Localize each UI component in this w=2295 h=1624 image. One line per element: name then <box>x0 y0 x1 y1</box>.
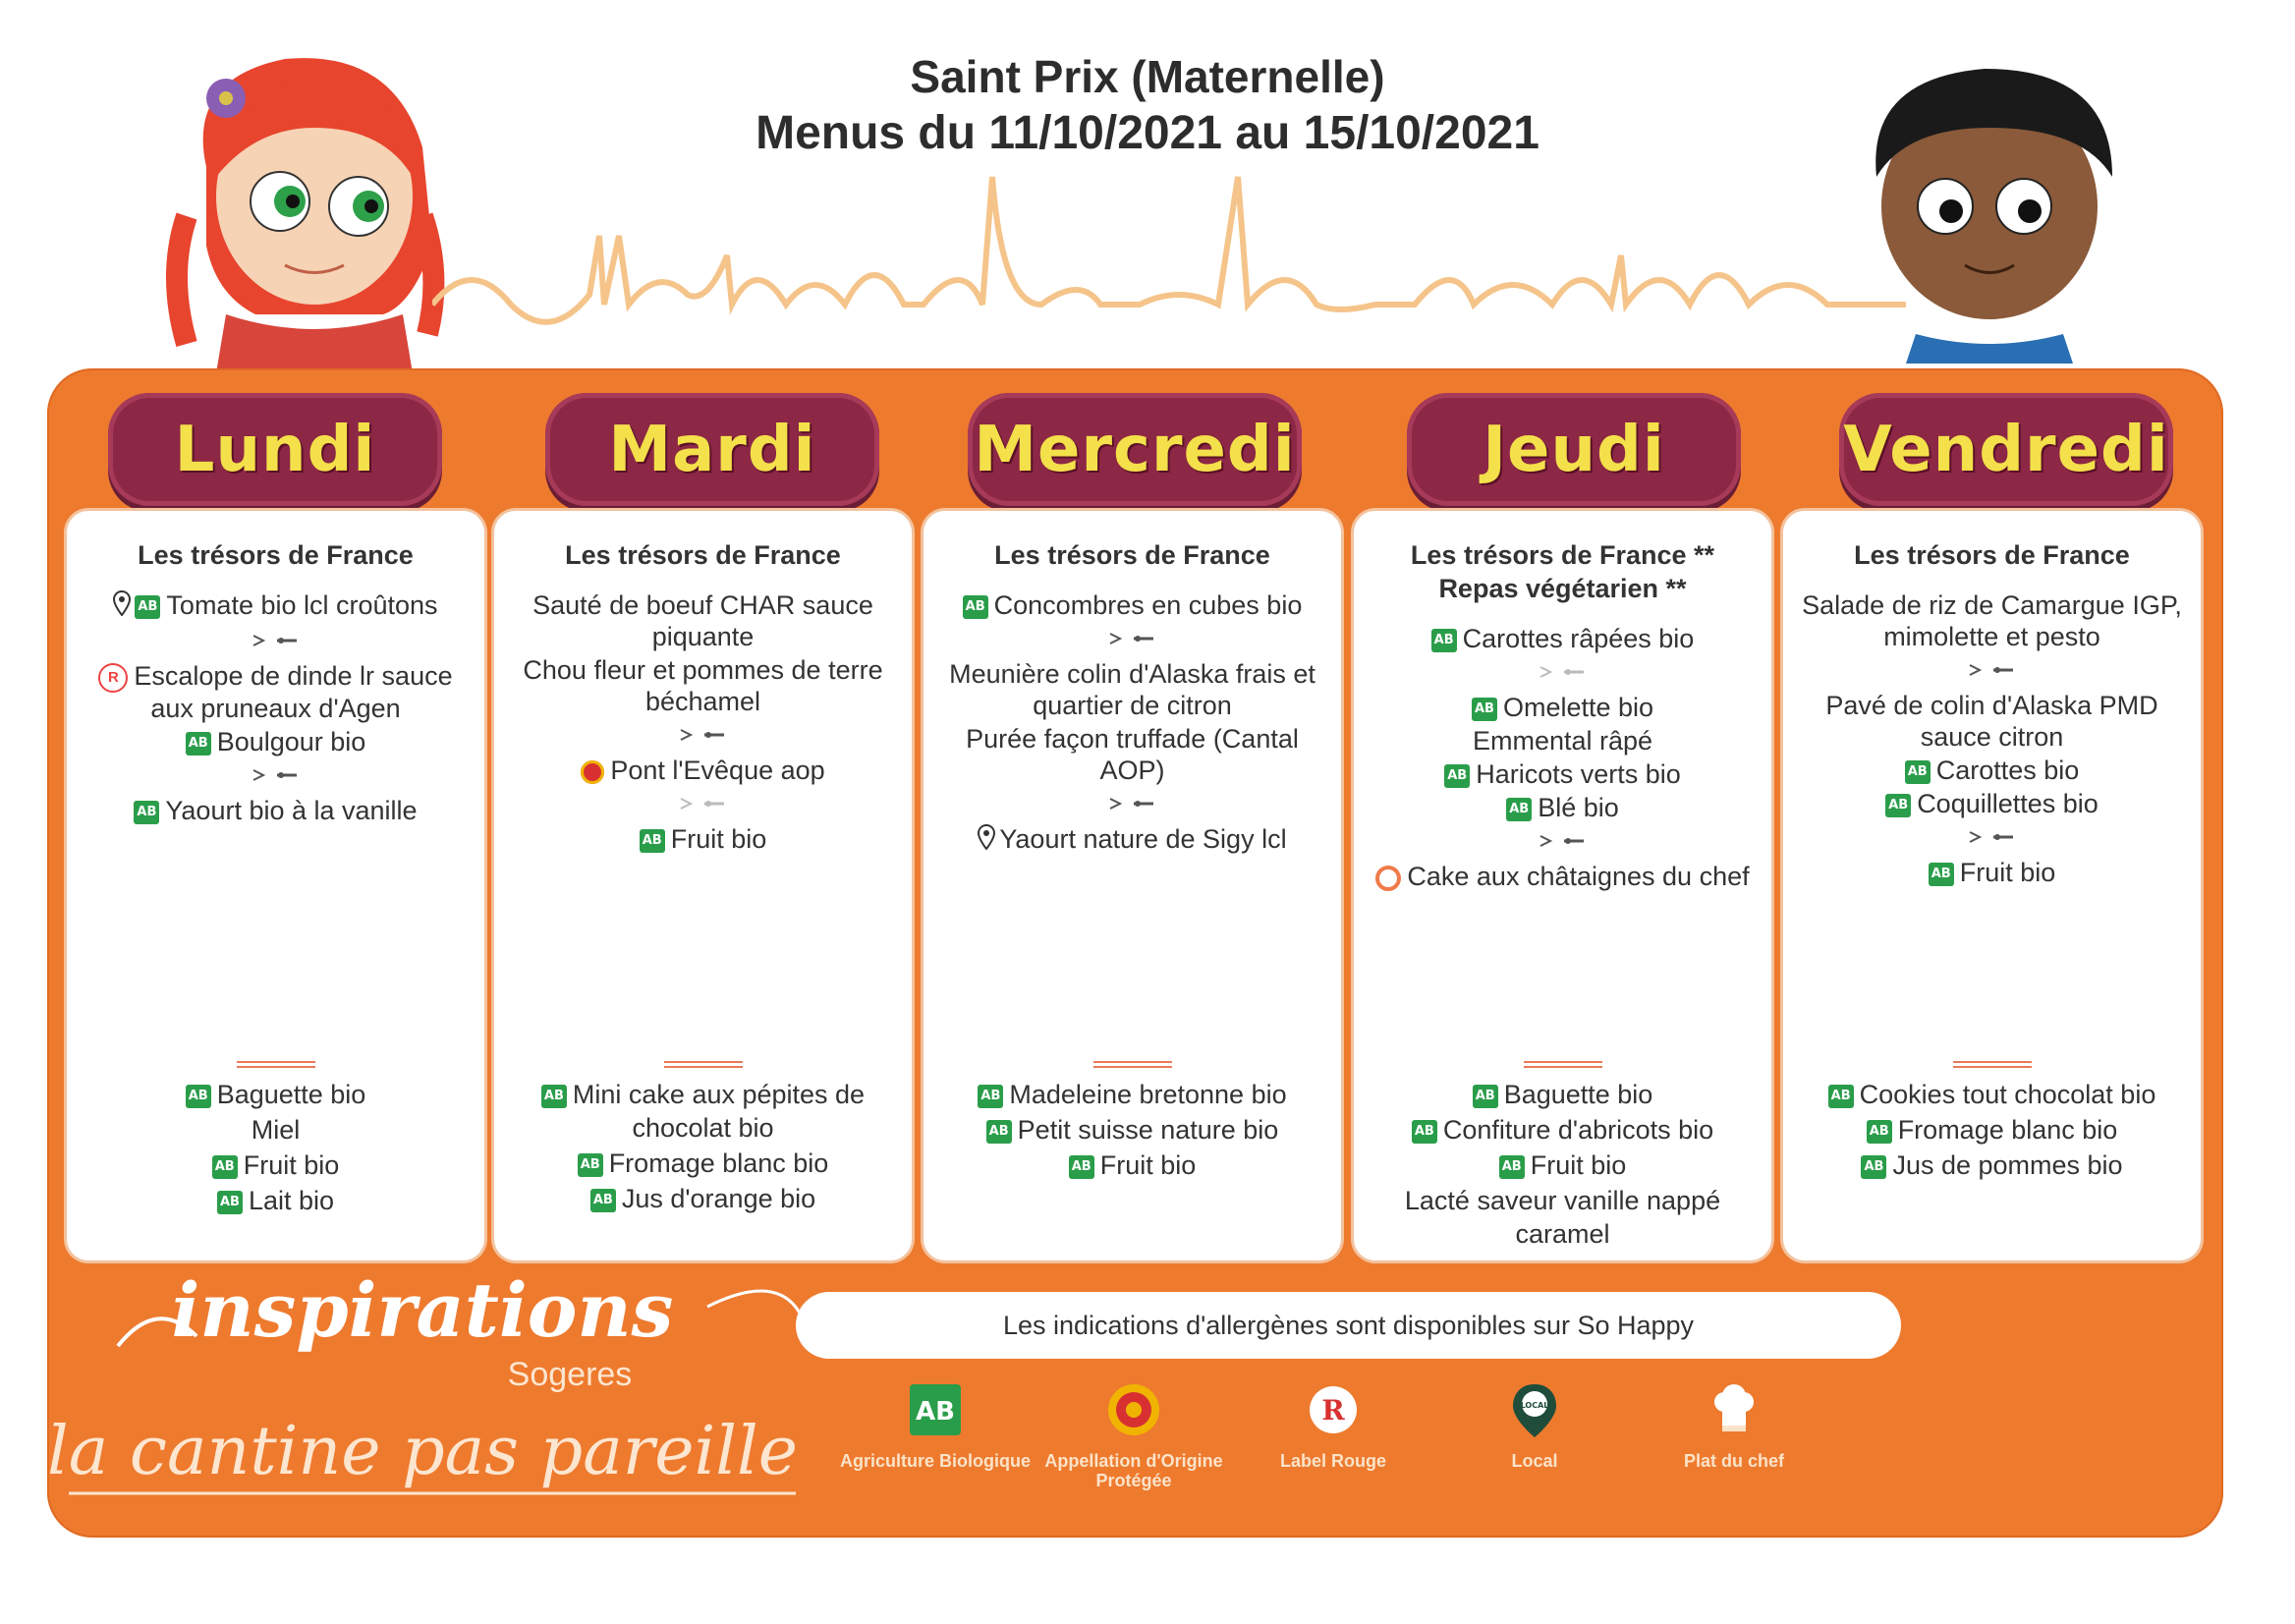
menu-item <box>1370 1113 1756 1147</box>
course-separator <box>924 788 1341 821</box>
snack-menu <box>494 1061 912 1217</box>
ab-bio-icon: AB <box>541 1085 567 1108</box>
script-menu-title <box>432 157 1906 364</box>
day-name: Mardi <box>608 413 816 486</box>
menu-item <box>510 654 896 717</box>
svg-text:AB: AB <box>916 1397 955 1427</box>
menu-item <box>939 1113 1325 1147</box>
menu-item-text: Fruit bio <box>1099 1150 1197 1180</box>
ab-bio-icon: AB <box>963 595 988 619</box>
menu-item-text: Fromage blanc bio <box>608 1148 829 1178</box>
menu-item-text: Cookies tout chocolat bio <box>1859 1080 2156 1109</box>
menu-item-text: Cake aux châtaignes du chef <box>1407 862 1750 891</box>
menu-item <box>1370 861 1756 892</box>
menu-item <box>83 1078 469 1111</box>
svg-text:la cantine pas pareille: la cantine pas pareille <box>47 1413 798 1490</box>
menu-item <box>83 1184 469 1217</box>
menu-period: Menus du 11/10/2021 au 15/10/2021 <box>756 107 1539 159</box>
lunch-menu <box>1783 538 2201 890</box>
menu-item-text: Jus d'orange bio <box>621 1184 816 1213</box>
inspirations-logo <box>98 1267 806 1405</box>
day-name: Vendredi <box>1843 413 2169 486</box>
menu-item <box>83 726 469 757</box>
menu-item-text: Carottes bio <box>1935 756 2080 785</box>
menu-item-text: Concombres en cubes bio <box>993 590 1303 620</box>
menu-item <box>1799 755 2185 786</box>
cantine-tagline <box>39 1395 825 1523</box>
menu-item <box>1370 1078 1756 1111</box>
menu-item-text: Fromage blanc bio <box>1897 1115 2118 1145</box>
menu-item <box>1370 725 1756 756</box>
allergen-note: Les indications d'allergènes sont disponibles sur So Happy <box>796 1292 1901 1359</box>
day-card-mercredi <box>924 511 1341 1260</box>
menu-item <box>1370 1184 1756 1251</box>
menu-heading: Les trésors de France <box>565 540 841 570</box>
aop-icon <box>1104 1380 1163 1439</box>
ab-bio-icon: AB <box>212 1155 238 1179</box>
menu-item <box>83 589 469 623</box>
menu-heading: Les trésors de France <box>1854 540 2130 570</box>
legend-label-rouge <box>1235 1380 1431 1471</box>
day-name: Mercredi <box>974 413 1296 486</box>
label-rouge-icon <box>1304 1380 1363 1439</box>
chef-hat-icon <box>1705 1380 1763 1439</box>
snack-divider <box>237 1061 315 1068</box>
ab-bio-icon: AB <box>1472 698 1497 721</box>
svg-text:R: R <box>1321 1394 1345 1427</box>
legend-label: Local <box>1511 1451 1558 1471</box>
day-name: Jeudi <box>1483 413 1665 486</box>
menu-item-text: Fruit bio <box>1959 858 2056 887</box>
menu-item <box>1799 1113 2185 1147</box>
course-separator <box>1783 821 2201 855</box>
menu-item-text: Pavé de colin d'Alaska PMD sauce citron <box>1825 691 2158 752</box>
ab-bio-icon: AB <box>186 1085 211 1108</box>
ab-bio-icon: AB <box>986 1120 1012 1144</box>
course-separator <box>494 788 912 821</box>
menu-item <box>1370 692 1756 723</box>
menu-item <box>1370 758 1756 790</box>
menu-item <box>939 823 1325 857</box>
menu-item-text: Yaourt bio à la vanille <box>165 796 418 826</box>
menu-heading: Les trésors de France <box>994 540 1270 570</box>
menu-item-text: Haricots verts bio <box>1476 759 1681 789</box>
menu-item <box>1370 623 1756 654</box>
menu-item <box>1370 792 1756 823</box>
ab-bio-icon: AB <box>1885 794 1911 817</box>
legend-label: Plat du chef <box>1683 1451 1784 1471</box>
menu-item-text: Salade de riz de Camargue IGP, mimolette et pesto <box>1802 590 2182 651</box>
snack-menu <box>1354 1061 1771 1253</box>
menu-item-text: Pont l'Evêque aop <box>610 756 825 785</box>
snack-divider <box>664 1061 743 1068</box>
menu-item <box>939 723 1325 786</box>
svg-text:Menu de la semaine: Menu de la semaine <box>1163 344 1175 345</box>
ab-bio-icon: AB <box>590 1189 616 1212</box>
menu-item-text: Madeleine bretonne bio <box>1009 1080 1287 1109</box>
menu-item-text: Jus de pommes bio <box>1892 1150 2123 1180</box>
day-tab-vendredi <box>1839 393 2173 506</box>
day-card-lundi <box>67 511 484 1260</box>
menu-item <box>83 1113 469 1147</box>
ab-bio-icon: AB <box>135 595 160 619</box>
menu-item-text: Baguette bio <box>1503 1080 1653 1109</box>
menu-item <box>939 1078 1325 1111</box>
ab-bio-icon: AB <box>1828 1085 1854 1108</box>
ab-bio-icon: AB <box>1499 1155 1525 1179</box>
day-tab-mardi <box>545 393 879 506</box>
ab-bio-icon <box>906 1380 965 1439</box>
menu-item <box>1799 690 2185 753</box>
ab-bio-icon: AB <box>186 732 211 756</box>
day-tab-lundi <box>108 393 442 506</box>
ab-bio-icon: AB <box>1444 764 1470 788</box>
local-icon <box>113 590 131 623</box>
aop-icon <box>581 760 604 784</box>
label-rouge-icon: R <box>98 663 128 693</box>
legend-label: Agriculture Biologique <box>839 1451 1031 1471</box>
menu-item <box>939 589 1325 621</box>
ab-bio-icon: AB <box>1905 760 1931 784</box>
ab-bio-icon: AB <box>1861 1155 1886 1179</box>
chef-hat-icon <box>1375 866 1401 891</box>
course-separator <box>67 759 484 793</box>
ab-bio-icon: AB <box>1069 1155 1094 1179</box>
local-icon <box>1505 1380 1564 1439</box>
menu-item <box>1799 788 2185 819</box>
menu-item <box>510 1147 896 1180</box>
snack-menu <box>1783 1061 2201 1184</box>
lunch-menu <box>494 538 912 857</box>
legend-local <box>1436 1380 1633 1471</box>
ab-bio-icon: AB <box>134 801 159 824</box>
menu-item <box>510 1182 896 1215</box>
ab-bio-icon: AB <box>217 1191 243 1214</box>
course-separator <box>1783 654 2201 688</box>
menu-item-text: Mini cake aux pépites de chocolat bio <box>572 1080 866 1143</box>
course-separator <box>924 623 1341 656</box>
svg-text:Sogeres: Sogeres <box>507 1356 633 1393</box>
lunch-menu <box>924 538 1341 859</box>
ab-bio-icon: AB <box>1929 863 1954 886</box>
menu-item <box>1370 1148 1756 1182</box>
menu-heading: Les trésors de France <box>138 540 414 570</box>
menu-item <box>1799 1078 2185 1111</box>
ab-bio-icon: AB <box>1431 629 1457 652</box>
legend-aop <box>1036 1380 1232 1490</box>
menu-item <box>939 658 1325 721</box>
menu-item <box>1799 1148 2185 1182</box>
legend-label: Appellation d'Origine Protégée <box>1044 1451 1223 1490</box>
menu-item <box>939 1148 1325 1182</box>
menu-item <box>510 1078 896 1145</box>
menu-item-text: Purée façon truffade (Cantal AOP) <box>966 724 1299 785</box>
menu-item-text: Baguette bio <box>216 1080 366 1109</box>
legend-bio <box>837 1380 1034 1471</box>
ab-bio-icon: AB <box>578 1153 603 1177</box>
day-card-vendredi <box>1783 511 2201 1260</box>
menu-heading: Les trésors de France ** Repas végétarien ** <box>1410 540 1715 603</box>
menu-item-text: Coquillettes bio <box>1917 789 2099 818</box>
menu-item <box>1799 857 2185 888</box>
lunch-menu <box>1354 538 1771 894</box>
ab-bio-icon: AB <box>1867 1120 1892 1144</box>
course-separator <box>67 625 484 658</box>
ab-bio-icon: AB <box>1412 1120 1437 1144</box>
menu-item <box>83 660 469 724</box>
menu-item-text: Miel <box>251 1115 301 1145</box>
snack-divider <box>1953 1061 2032 1068</box>
course-separator <box>1354 656 1771 690</box>
menu-item-text: Lait bio <box>248 1186 335 1215</box>
menu-item-text: Fruit bio <box>243 1150 340 1180</box>
day-card-mardi <box>494 511 912 1260</box>
day-tab-mercredi <box>968 393 1302 506</box>
snack-divider <box>1093 1061 1172 1068</box>
menu-item-text: Omelette bio <box>1502 693 1654 722</box>
snack-menu <box>67 1061 484 1219</box>
menu-item-text: Tomate bio lcl croûtons <box>166 590 438 620</box>
girl-character-illustration <box>147 20 481 373</box>
day-card-jeudi <box>1354 511 1771 1260</box>
svg-text:LOCAL: LOCAL <box>1520 1401 1549 1410</box>
snack-menu <box>924 1061 1341 1184</box>
menu-item <box>510 823 896 855</box>
menu-item-text: Boulgour bio <box>216 727 366 757</box>
course-separator <box>1354 825 1771 859</box>
menu-item-text: Meunière colin d'Alaska frais et quartier de citron <box>949 659 1315 720</box>
menu-item-text: Fruit bio <box>1530 1150 1627 1180</box>
course-separator <box>494 719 912 753</box>
ab-bio-icon: AB <box>1506 798 1532 821</box>
svg-text:inspirations: inspirations <box>171 1267 674 1354</box>
local-icon <box>978 824 995 857</box>
menu-item-text: Yaourt nature de Sigy lcl <box>999 824 1287 854</box>
legend-chef <box>1636 1380 1832 1471</box>
menu-item <box>510 755 896 786</box>
lunch-menu <box>67 538 484 828</box>
menu-item-text: Carottes râpées bio <box>1462 624 1695 653</box>
ab-bio-icon: AB <box>978 1085 1003 1108</box>
menu-item-text: Sauté de boeuf CHAR sauce piquante <box>532 590 873 651</box>
menu-item-text: Chou fleur et pommes de terre béchamel <box>523 655 883 716</box>
ab-bio-icon: AB <box>640 829 665 853</box>
menu-item <box>510 589 896 652</box>
school-title: Saint Prix (Maternelle) <box>910 51 1385 102</box>
day-name: Lundi <box>174 413 376 486</box>
menu-item-text: Emmental râpé <box>1472 726 1653 756</box>
menu-item-text: Lacté saveur vanille nappé caramel <box>1404 1186 1721 1249</box>
menu-item <box>83 795 469 826</box>
menu-item-text: Fruit bio <box>670 824 767 854</box>
menu-item-text: Petit suisse nature bio <box>1017 1115 1279 1145</box>
menu-item-text: Blé bio <box>1538 793 1619 822</box>
menu-item-text: Confiture d'abricots bio <box>1442 1115 1714 1145</box>
menu-item <box>83 1148 469 1182</box>
snack-divider <box>1524 1061 1602 1068</box>
ab-bio-icon: AB <box>1473 1085 1498 1108</box>
legend-label: Label Rouge <box>1279 1451 1386 1471</box>
menu-item-text: Escalope de dinde lr sauce aux pruneaux d'Agen <box>134 661 453 724</box>
menu-item <box>1799 589 2185 652</box>
day-tab-jeudi <box>1407 393 1741 506</box>
